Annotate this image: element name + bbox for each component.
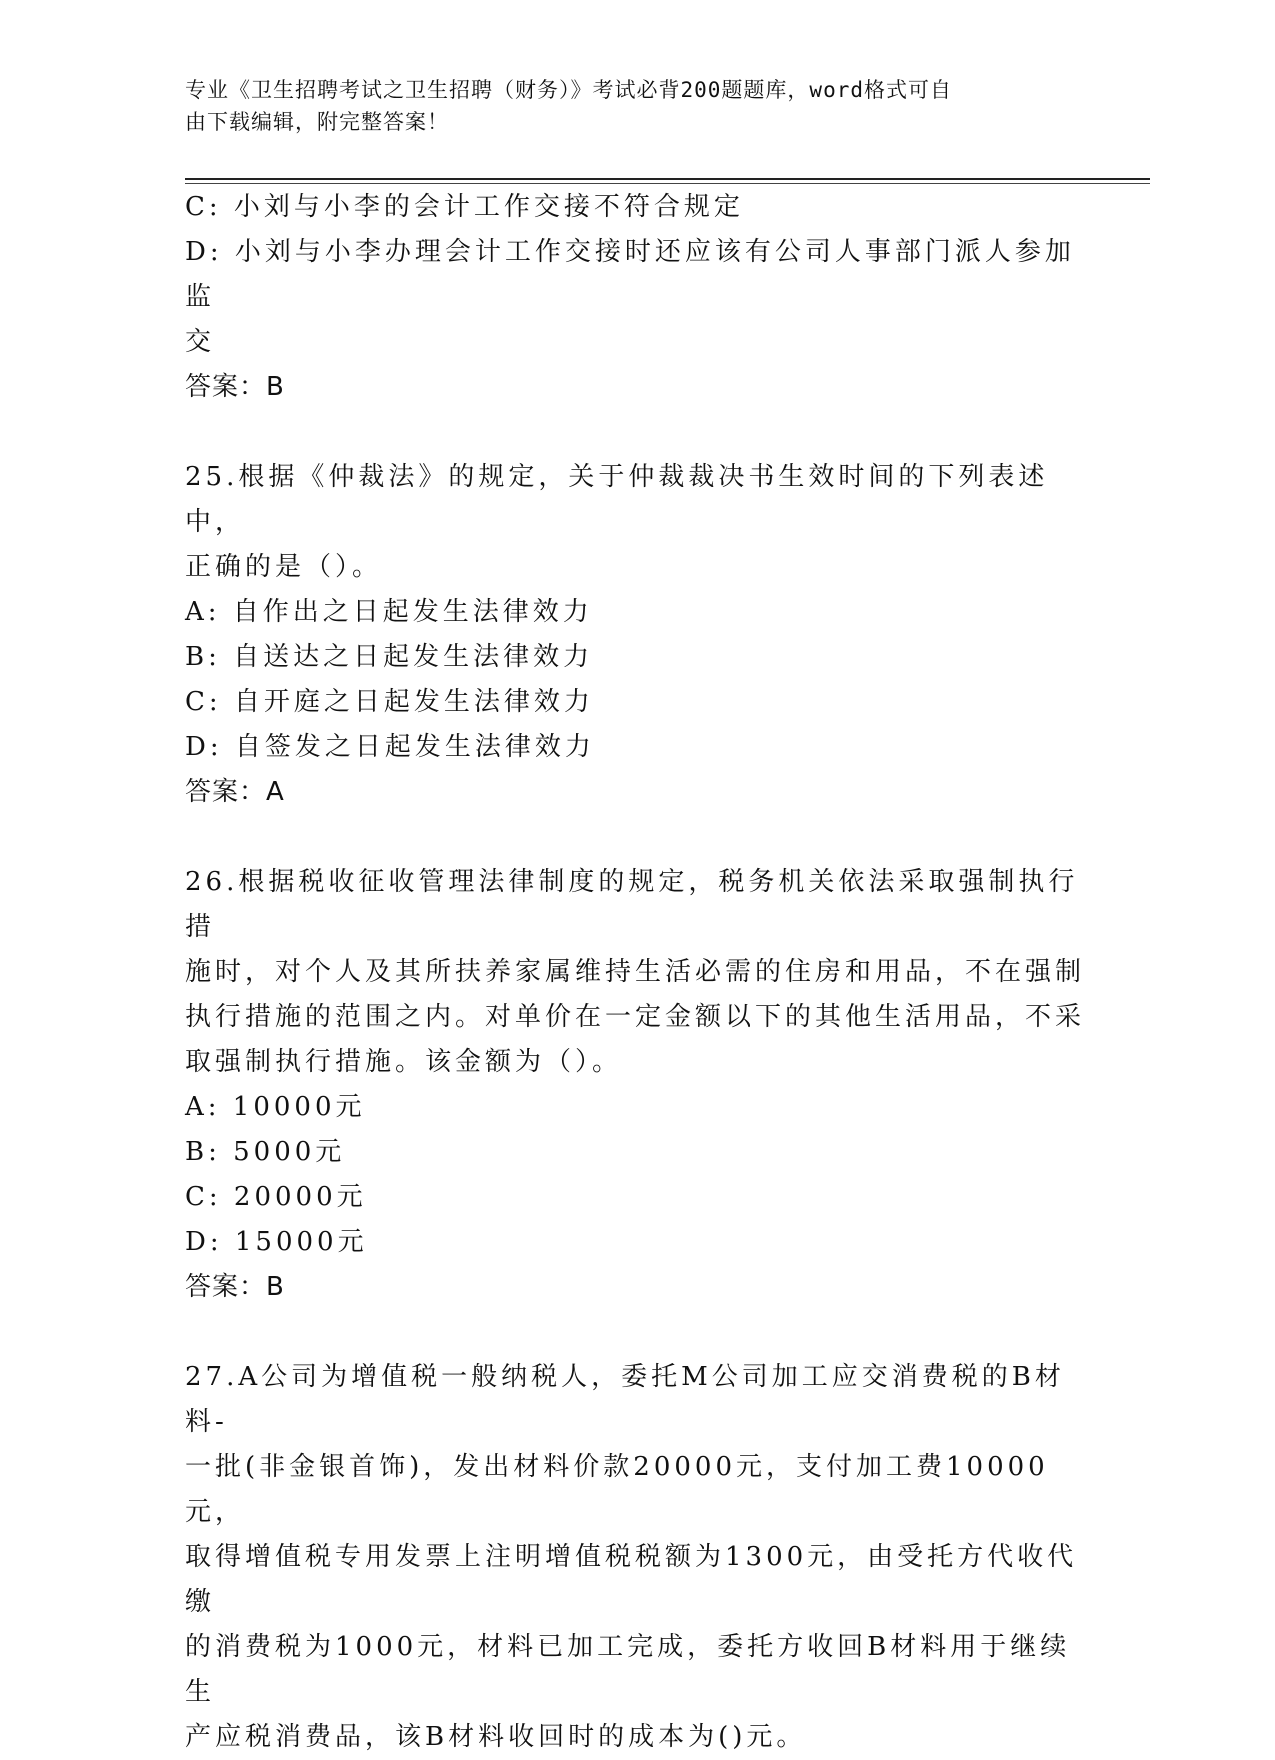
header-line-1: 专业《卫生招聘考试之卫生招聘（财务）》考试必背200题题库，word格式可自 xyxy=(185,78,952,102)
header-divider-thick xyxy=(185,178,1150,180)
document-header xyxy=(185,74,1065,138)
question-stem-line-2: 施时，对个人及其所扶养家属维持生活必需的住房和用品，不在强制 xyxy=(185,957,1086,987)
option-d: D: 15000元 xyxy=(185,1227,368,1257)
option-c: C: 自开庭之日起发生法律效力 xyxy=(185,687,594,717)
question-stem-line-4: 取强制执行措施。该金额为（）。 xyxy=(185,1047,623,1077)
question-25 xyxy=(185,455,1085,815)
question-stem-line-2: 一批(非金银首饰)，发出材料价款20000元，支付加工费10000元， xyxy=(185,1452,1049,1527)
question-stem-line-1: 26.根据税收征收管理法律制度的规定，税务机关依法采取强制执行措 xyxy=(185,867,1079,942)
spacer xyxy=(185,1310,1085,1355)
question-content xyxy=(185,185,1085,1760)
option-a: A: 自作出之日起发生法律效力 xyxy=(185,597,593,627)
spacer xyxy=(185,410,1085,455)
question-stem-line-1: 25.根据《仲裁法》的规定，关于仲裁裁决书生效时间的下列表述中， xyxy=(185,462,1049,537)
answer: 答案：B xyxy=(185,1272,285,1302)
question-26 xyxy=(185,860,1085,1310)
spacer xyxy=(185,815,1085,860)
option-c: C: 小刘与小李的会计工作交接不符合规定 xyxy=(185,192,744,222)
question-stem-line-4: 的消费税为1000元，材料已加工完成，委托方收回B材料用于继续生 xyxy=(185,1632,1071,1707)
answer: 答案：B xyxy=(185,372,285,402)
header-divider-thin xyxy=(185,183,1150,184)
question-27 xyxy=(185,1355,1085,1760)
option-c: C: 20000元 xyxy=(185,1182,367,1212)
option-d-line-1: D: 小刘与小李办理会计工作交接时还应该有公司人事部门派人参加监 xyxy=(185,237,1075,312)
option-b: B: 5000元 xyxy=(185,1137,346,1167)
question-24-tail xyxy=(185,185,1085,410)
option-b: B: 自送达之日起发生法律效力 xyxy=(185,642,594,672)
question-stem-line-2: 正确的是（）。 xyxy=(185,552,383,582)
question-stem-line-1: 27.A公司为增值税一般纳税人，委托M公司加工应交消费税的B材料- xyxy=(185,1362,1065,1437)
answer: 答案：A xyxy=(185,777,285,807)
option-d: D: 自签发之日起发生法律效力 xyxy=(185,732,595,762)
question-stem-line-3: 取得增值税专用发票上注明增值税税额为1300元，由受托方代收代缴 xyxy=(185,1542,1078,1617)
option-a: A: 10000元 xyxy=(185,1092,366,1122)
header-line-2: 由下载编辑，附完整答案！ xyxy=(185,110,449,134)
option-d-line-2: 交 xyxy=(185,327,216,357)
question-stem-line-5: 产应税消费品，该B材料收回时的成本为()元。 xyxy=(185,1722,807,1752)
question-stem-line-3: 执行措施的范围之内。对单价在一定金额以下的其他生活用品，不采 xyxy=(185,1002,1086,1032)
